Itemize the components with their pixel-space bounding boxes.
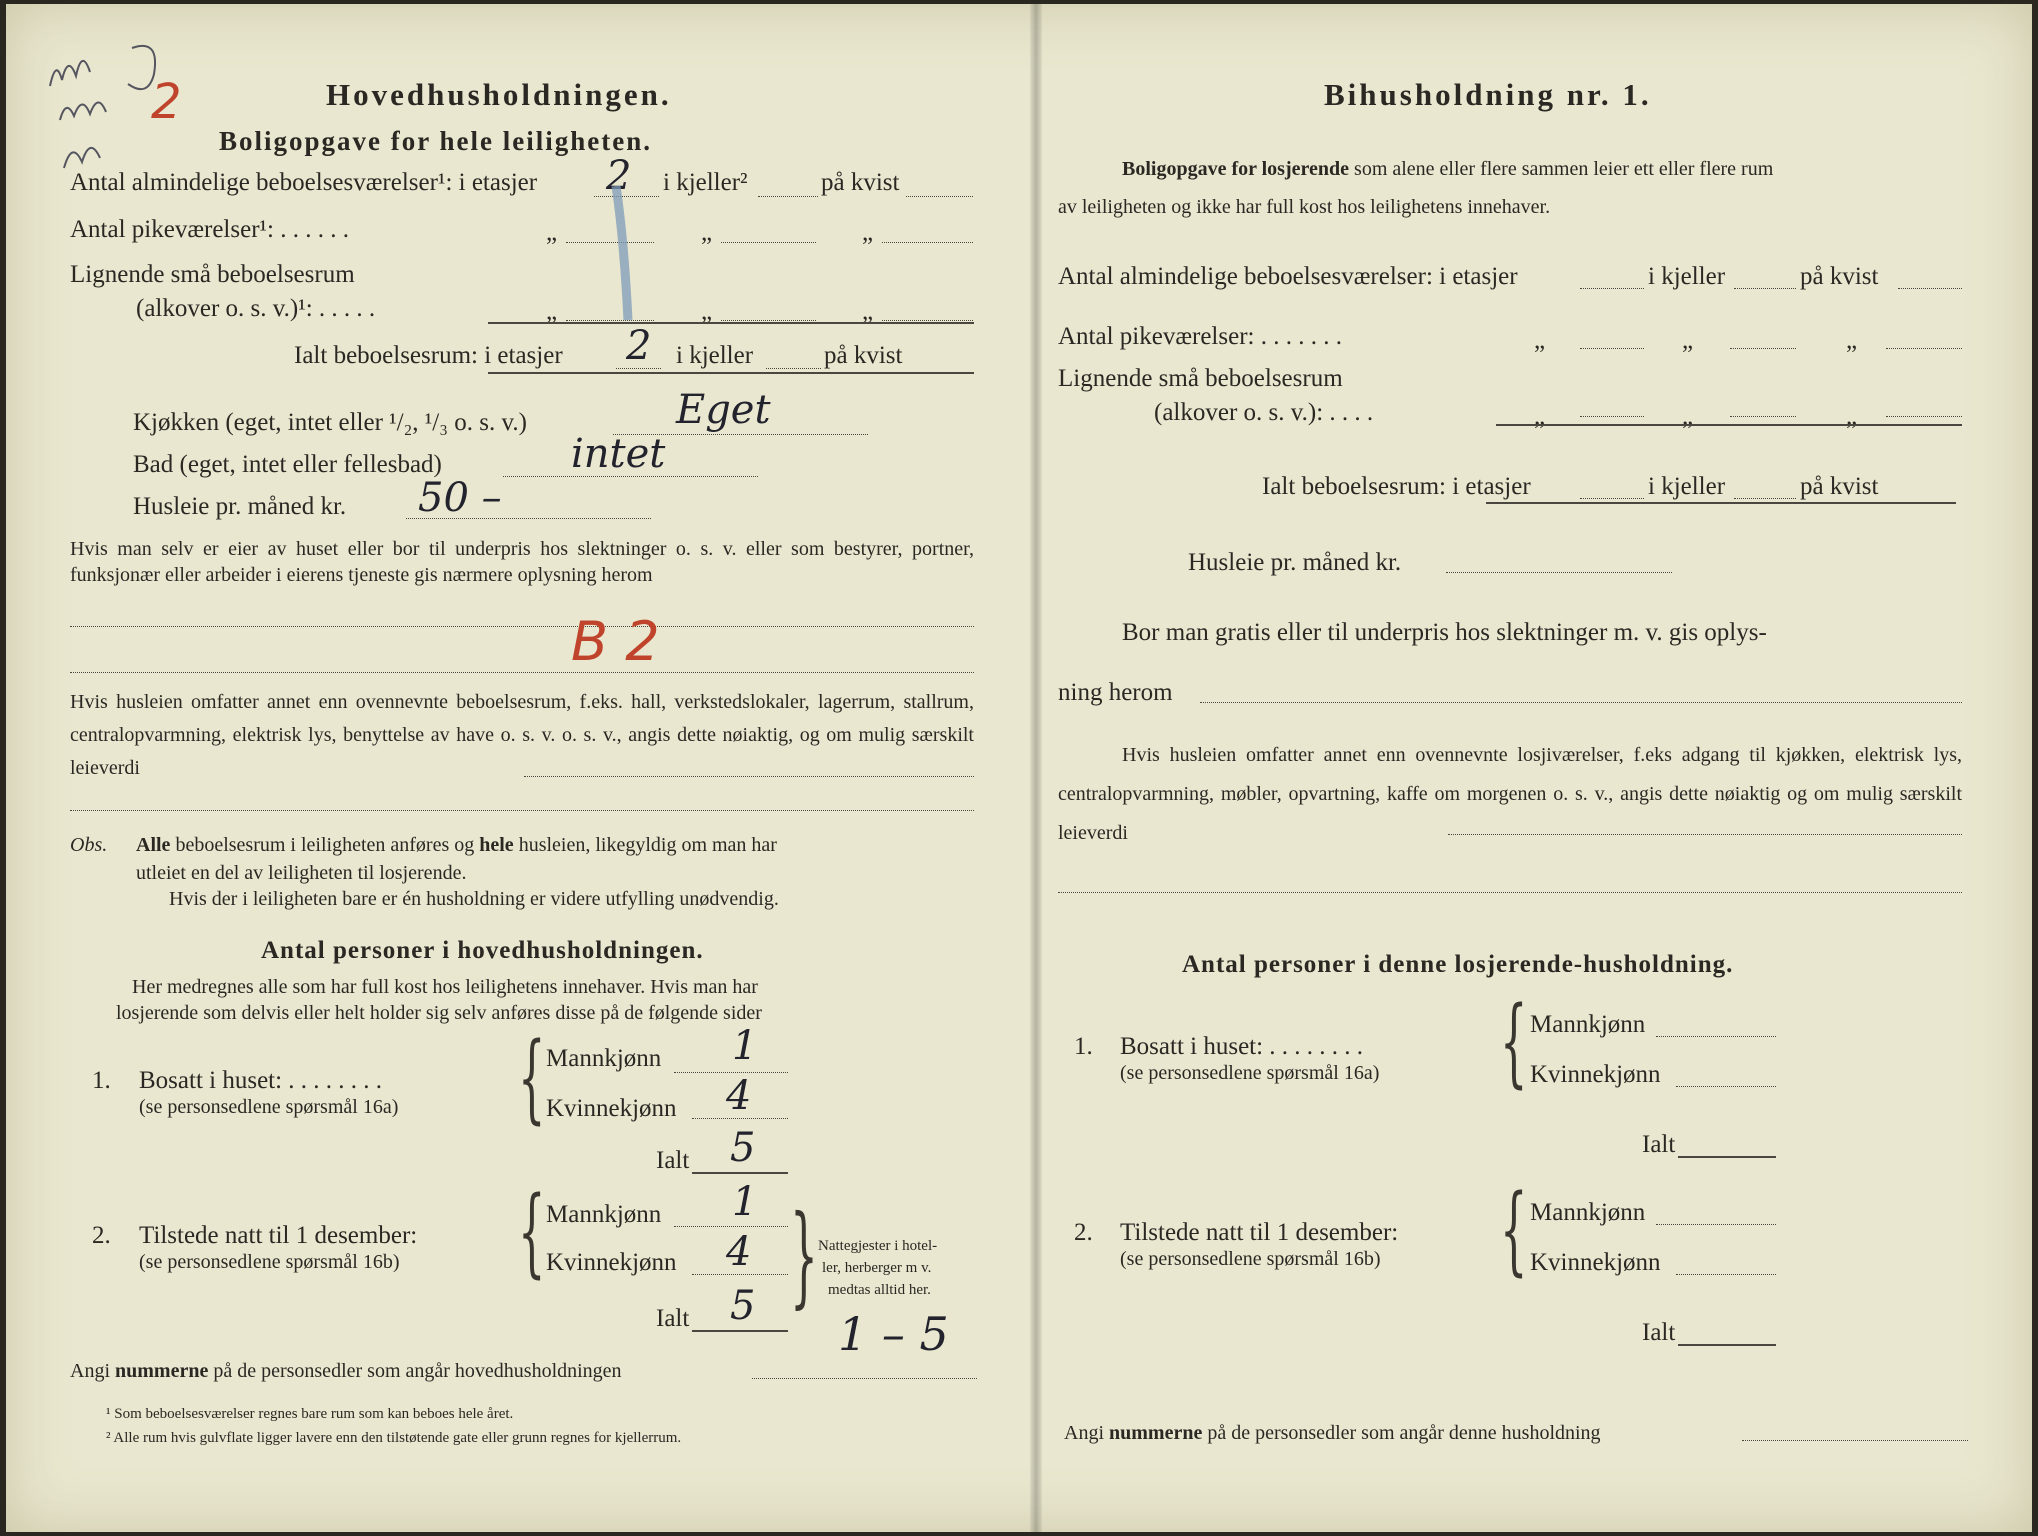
census-form-sheet xyxy=(6,4,2032,1532)
right-husleie-field[interactable] xyxy=(1446,572,1672,573)
obs-alle: Alle xyxy=(136,834,171,856)
obs-line-2: utleiet en del av leiligheten til losjerende. xyxy=(136,862,467,884)
right-q2-mann-field[interactable] xyxy=(1656,1224,1776,1225)
right-pike-field-1[interactable] xyxy=(1580,348,1644,349)
left-angi-field[interactable] xyxy=(752,1378,977,1379)
right-q1-mann-label: Mannkjønn xyxy=(1530,1011,1646,1038)
right-intro-line-2: av leiligheten og ikke har full kost hos leilighetens innehaver. xyxy=(1058,196,1551,218)
left-kjeller-label: i kjeller² xyxy=(663,169,748,196)
left-q2-ialt-label: Ialt xyxy=(656,1305,690,1332)
blue-pencil-stroke xyxy=(602,180,652,330)
right-intro-rest: som alene eller flere sammen leier ett eller flere rum xyxy=(1354,158,1774,180)
right-pike-ditto-3: „ xyxy=(1846,327,1858,354)
right-title: Bihusholdning nr. 1. xyxy=(1324,77,1652,112)
left-q2-kvinne-label: Kvinnekjønn xyxy=(546,1249,677,1276)
right-kvist-label: på kvist xyxy=(1800,263,1879,290)
right-lign-label-1: Lignende små beboelsesrum xyxy=(1058,365,1343,392)
left-bad-value: intet xyxy=(571,431,666,477)
left-ialt-kjeller-label: i kjeller xyxy=(676,342,754,369)
obs-text-b: husleien, likegyldig om man har xyxy=(518,834,777,856)
left-husleie-label: Husleie pr. måned kr. xyxy=(133,493,347,520)
obs-text-a: beboelsesrum i leiligheten anføres og xyxy=(175,834,475,856)
left-etasjer-value: 2 xyxy=(606,153,632,199)
right-q1-ialt-field[interactable] xyxy=(1678,1156,1776,1158)
nattegjester-note-2: ler, herberger m v. xyxy=(822,1260,932,1276)
left-eier-field-2[interactable] xyxy=(70,672,974,673)
left-q1-kvinne-label: Kvinnekjønn xyxy=(546,1095,677,1122)
left-q2-mann-value: 1 xyxy=(732,1179,758,1225)
right-lign-ditto-3: „ xyxy=(1846,403,1858,430)
left-angi-c: på de personsedler som angår hovedhusholdningen xyxy=(213,1360,622,1382)
left-omfatter-field-2[interactable] xyxy=(70,810,974,811)
right-q2-kvinne-label: Kvinnekjønn xyxy=(1530,1249,1661,1276)
left-ialt-rum-label: Ialt beboelsesrum: i etasjer xyxy=(294,342,563,369)
right-pike-field-2[interactable] xyxy=(1730,348,1796,349)
left-pike-ditto-1: „ xyxy=(546,219,558,246)
left-kjokken-label: Kjøkken (eget, intet eller ¹/₂, ¹/₃ o. s. v.) xyxy=(133,409,527,436)
footnote-2: ² Alle rum hvis gulvflate ligger lavere enn den tilstøtende gate eller grunn regnes for kjellerrum. xyxy=(106,1430,682,1446)
right-rooms-label: Antal almindelige beboelsesværelser: i etasjer xyxy=(1058,263,1518,290)
right-kvist-field[interactable] xyxy=(1898,288,1962,289)
left-eier-text: Hvis man selv er eier av huset eller bor til underpris hos slektninger o. s. v. eller som bestyrer, portner, funksjonær eller arbeider i eierens tjeneste gis nærmere oplysning herom xyxy=(70,538,974,586)
left-lign-field-3[interactable] xyxy=(882,320,973,321)
right-ialt-kjeller-label: i kjeller xyxy=(1648,473,1726,500)
left-q1-number: 1. xyxy=(92,1067,111,1094)
left-q2-sub: (se personsedlene spørsmål 16b) xyxy=(139,1251,400,1273)
corner-red-number: 2 xyxy=(151,74,182,130)
left-q2-number: 2. xyxy=(92,1222,111,1249)
right-ialt-kjeller-field[interactable] xyxy=(1734,498,1796,499)
left-pike-ditto-3: „ xyxy=(862,219,874,246)
left-q1-ialt-field[interactable] xyxy=(692,1172,788,1174)
left-pike-field-2[interactable] xyxy=(721,242,816,243)
right-lign-underline xyxy=(1496,424,1962,426)
left-angi-a: Angi xyxy=(70,1360,110,1382)
right-gratis-line-2: ning herom xyxy=(1058,679,1173,706)
right-q1-number: 1. xyxy=(1074,1033,1093,1060)
left-q1-mann-label: Mannkjønn xyxy=(546,1045,662,1072)
right-q2-number: 2. xyxy=(1074,1219,1093,1246)
left-q1-sub: (se personsedlene spørsmål 16a) xyxy=(139,1096,399,1118)
right-ialt-underline xyxy=(1486,502,1956,504)
right-persons-heading: Antal personer i denne losjerende-husholdning. xyxy=(1182,951,1734,978)
right-lign-field-2[interactable] xyxy=(1730,416,1796,417)
left-kvist-field[interactable] xyxy=(906,196,973,197)
right-ialt-etasjer-field[interactable] xyxy=(1580,498,1644,499)
right-gratis-field[interactable] xyxy=(1200,702,1962,703)
left-pike-label: Antal pikeværelser¹: . . . . . . xyxy=(70,216,349,243)
left-lign-label-1: Lignende små beboelsesrum xyxy=(70,261,355,288)
left-q1-mann-value: 1 xyxy=(732,1023,758,1069)
right-lign-ditto-1: „ xyxy=(1534,403,1546,430)
left-persons-heading: Antal personer i hovedhusholdningen. xyxy=(261,937,704,964)
left-lign-underline xyxy=(488,322,974,324)
right-kjeller-label: i kjeller xyxy=(1648,263,1726,290)
right-q2-label: Tilstede natt til 1 desember: xyxy=(1120,1219,1399,1246)
page-fold xyxy=(1030,4,1042,1532)
right-ialt-kvist-label: på kvist xyxy=(1800,473,1879,500)
right-angi-line xyxy=(1064,1420,1601,1446)
left-ialt-kjeller-field[interactable] xyxy=(766,368,821,369)
left-q2-ialt-value: 5 xyxy=(730,1283,756,1329)
red-marking: B 2 xyxy=(571,610,660,673)
left-kjeller-field[interactable] xyxy=(758,196,818,197)
right-q1-sub: (se personsedlene spørsmål 16a) xyxy=(1120,1062,1380,1084)
left-q2-mann-label: Mannkjønn xyxy=(546,1201,662,1228)
left-ialt-underline xyxy=(488,372,974,374)
left-pike-ditto-2: „ xyxy=(701,219,713,246)
right-omfatter-field-2[interactable] xyxy=(1058,892,1962,893)
left-q2-close-brace: } xyxy=(790,1191,818,1319)
nattegjester-note-3: medtas alltid her. xyxy=(828,1282,931,1298)
left-lign-ditto-2: „ xyxy=(701,298,713,325)
obs-line-1 xyxy=(136,832,777,858)
left-q1-kvinne-value: 4 xyxy=(726,1073,752,1119)
left-omfatter-text: Hvis husleien omfatter annet enn ovennevnte beboelsesrum, f.eks. hall, verkstedslokaler, lagerrum, stallrum, centralopvarmning, elektrisk lys, benyttelse av have o. s. v. o. s. v., angis dette nøiaktig, og om mulig særskilt leieverdi xyxy=(70,691,974,779)
left-q2-mann-field[interactable] xyxy=(674,1226,788,1227)
right-omfatter-field-1[interactable] xyxy=(1448,834,1962,835)
obs-label: Obs. xyxy=(70,834,108,856)
right-q1-ialt-label: Ialt xyxy=(1642,1131,1676,1158)
left-kjokken-value: Eget xyxy=(676,387,771,433)
left-kvist-label: på kvist xyxy=(821,169,900,196)
left-eier-field-1[interactable] xyxy=(70,626,974,627)
left-q1-ialt-label: Ialt xyxy=(656,1147,690,1174)
left-q2-kvinne-value: 4 xyxy=(726,1229,752,1275)
left-bad-label: Bad (eget, intet eller fellesbad) xyxy=(133,451,442,478)
right-kjeller-field[interactable] xyxy=(1734,288,1796,289)
obs-hele: hele xyxy=(479,834,514,856)
right-intro-bold: Boligopgave for losjerende xyxy=(1122,158,1350,180)
right-q2-kvinne-field[interactable] xyxy=(1676,1274,1776,1275)
right-lign-field-1[interactable] xyxy=(1580,416,1644,417)
left-q1-label: Bosatt i huset: . . . . . . . . xyxy=(139,1067,383,1094)
left-angi-b: nummerne xyxy=(115,1360,209,1382)
left-lign-field-2[interactable] xyxy=(721,320,816,321)
nattegjester-note-1: Nattegjester i hotel- xyxy=(818,1238,938,1254)
right-angi-a: Angi xyxy=(1064,1422,1104,1444)
left-q2-brace: { xyxy=(518,1176,546,1288)
left-lign-label-2: (alkover o. s. v.)¹: . . . . . xyxy=(136,295,376,322)
right-lign-ditto-2: „ xyxy=(1682,403,1694,430)
right-intro-line-1 xyxy=(1122,156,1773,182)
right-angi-c: på de personsedler som angår denne husholdning xyxy=(1207,1422,1601,1444)
left-angi-value: 1 – 5 xyxy=(838,1307,949,1361)
left-husleie-value: 50 – xyxy=(418,475,502,521)
right-lign-field-3[interactable] xyxy=(1886,416,1962,417)
right-q2-sub: (se personsedlene spørsmål 16b) xyxy=(1120,1248,1381,1270)
right-q1-kvinne-field[interactable] xyxy=(1676,1086,1776,1087)
left-q1-ialt-value: 5 xyxy=(730,1125,756,1171)
footnote-1: ¹ Som beboelsesværelser regnes bare rum som kan beboes hele året. xyxy=(106,1406,514,1422)
right-pike-ditto-2: „ xyxy=(1682,327,1694,354)
right-q1-kvinne-label: Kvinnekjønn xyxy=(1530,1061,1661,1088)
right-ialt-rum-label: Ialt beboelsesrum: i etasjer xyxy=(1262,473,1531,500)
right-q2-mann-label: Mannkjønn xyxy=(1530,1199,1646,1226)
left-title: Hovedhusholdningen. xyxy=(326,77,672,112)
right-husleie-label: Husleie pr. måned kr. xyxy=(1188,549,1402,576)
left-lign-ditto-3: „ xyxy=(862,298,874,325)
left-q1-brace: { xyxy=(518,1022,546,1134)
right-q2-brace: { xyxy=(1500,1174,1528,1286)
right-lign-label-2: (alkover o. s. v.): . . . . xyxy=(1154,399,1374,426)
obs-line-3: Hvis der i leiligheten bare er én husholdning er videre utfylling unødvendig. xyxy=(169,888,779,910)
right-pike-label: Antal pikeværelser: . . . . . . . xyxy=(1058,323,1342,350)
left-omfatter-field-1[interactable] xyxy=(524,776,974,777)
right-angi-field[interactable] xyxy=(1742,1440,1968,1441)
right-pike-field-3[interactable] xyxy=(1886,348,1962,349)
right-q2-ialt-field[interactable] xyxy=(1678,1344,1776,1346)
left-angi-line xyxy=(70,1358,622,1384)
left-pike-field-3[interactable] xyxy=(882,242,973,243)
left-rooms-label: Antal almindelige beboelsesværelser¹: i etasjer xyxy=(70,169,538,196)
right-angi-b: nummerne xyxy=(1109,1422,1203,1444)
right-q2-ialt-label: Ialt xyxy=(1642,1319,1676,1346)
right-omfatter-text: Hvis husleien omfatter annet enn ovennevnte losjiværelser, f.eks adgang til kjøkken, elektrisk lys, centralopvarmning, møbler, opvartning, kaffe om morgenen o. s. v., angis dette nøiaktig og om mulig særskilt leieverdi xyxy=(1058,744,1962,844)
right-pike-ditto-1: „ xyxy=(1534,327,1546,354)
left-persons-note-2: losjerende som delvis eller helt holder sig selv anføres disse på de følgende sider xyxy=(116,1002,762,1024)
right-q1-label: Bosatt i huset: . . . . . . . . xyxy=(1120,1033,1364,1060)
left-ialt-kvist-label: på kvist xyxy=(824,342,903,369)
right-q1-mann-field[interactable] xyxy=(1656,1036,1776,1037)
left-subtitle: Boligopgave for hele leiligheten. xyxy=(219,126,652,156)
left-persons-note-1: Her medregnes alle som har full kost hos leilighetens innehaver. Hvis man har xyxy=(132,976,758,998)
left-lign-ditto-1: „ xyxy=(546,298,558,325)
right-gratis-line-1: Bor man gratis eller til underpris hos slektninger m. v. gis oplys- xyxy=(1122,619,1767,646)
left-ialt-etasjer-value: 2 xyxy=(626,323,652,369)
right-q1-brace: { xyxy=(1500,986,1528,1098)
left-q2-label: Tilstede natt til 1 desember: xyxy=(139,1222,418,1249)
left-q2-ialt-field[interactable] xyxy=(692,1330,788,1332)
right-etasjer-field[interactable] xyxy=(1580,288,1644,289)
